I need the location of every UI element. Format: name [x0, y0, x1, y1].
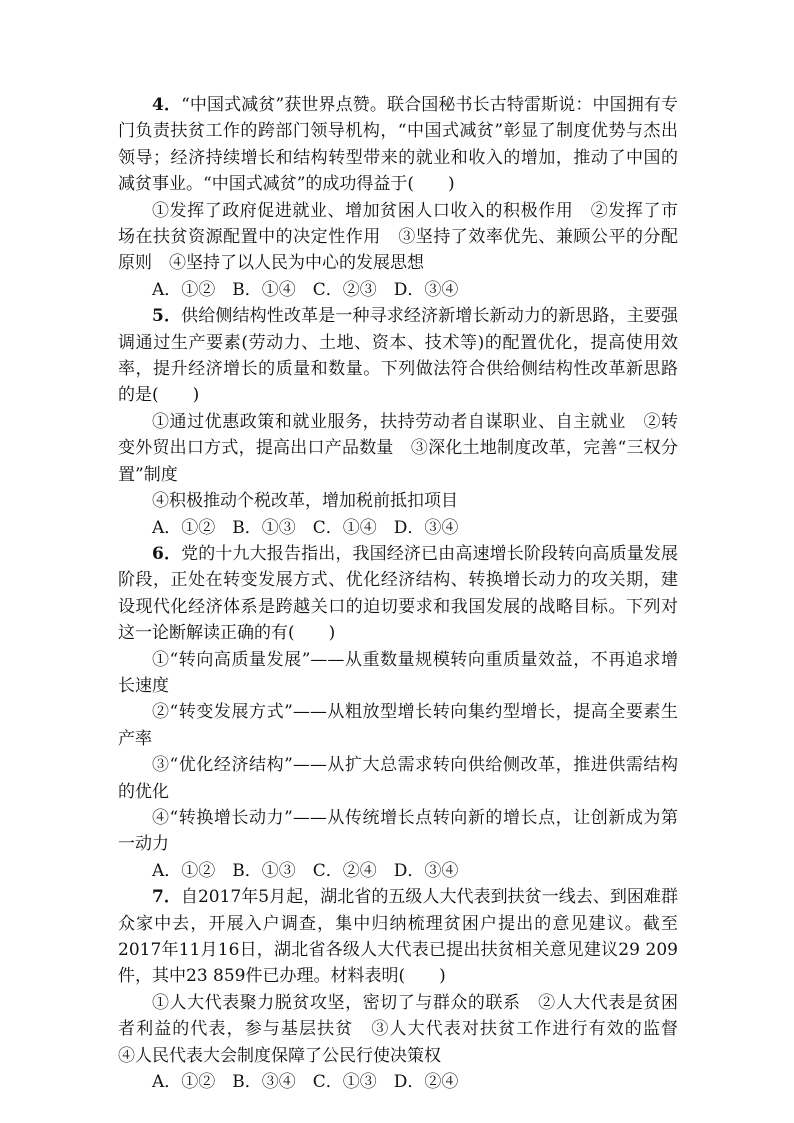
question-4	[118, 92, 678, 303]
answer-options: A．①② B．①③ C．①④ D．③④	[152, 517, 459, 538]
question-6	[118, 541, 678, 884]
question-5	[118, 303, 678, 541]
question-item: ④“转换增长动力”——从传统增长点转向新的增长点，让创新成为第一动力	[118, 807, 678, 855]
question-item: ①发挥了政府促进就业、增加贫困人口收入的积极作用 ②发挥了市场在扶贫资源配置中的决定性作用 ③坚持了效率优先、兼顾公平的分配原则 ④坚持了以人民为中心的发展思想	[118, 200, 678, 274]
answer-options: A．①② B．①③ C．②④ D．③④	[152, 860, 459, 881]
answer-options: A．①② B．①④ C．②③ D．③④	[152, 279, 459, 300]
question-item: ①人大代表聚力脱贫攻坚，密切了与群众的联系 ②人大代表是贫困者利益的代表，参与基层扶贫 ③人大代表对扶贫工作进行有效的监督 ④人民代表大会制度保障了公民行使决策权	[118, 992, 695, 1066]
question-item: ④积极推动个税改革，增加税前抵扣项目	[152, 491, 458, 512]
question-number: 6．	[152, 543, 182, 564]
answer-options: A．①② B．③④ C．①③ D．②④	[152, 1072, 459, 1093]
question-number: 5．	[152, 306, 182, 327]
document-page	[118, 92, 695, 1095]
question-stem: 7．自2017年5月起，湖北省的五级人大代表到扶贫一线去、到困难群众家中去，开展入户调查，集中归纳梳理贫困户提出的意见建议。截至2017年11月16日，湖北省各级人大代表已提出扶贫相关意见建议29 209件，其中23 859件已办理。材料表明( )	[118, 887, 678, 987]
question-stem: 6．党的十九大报告指出，我国经济已由高速增长阶段转向高质量发展阶段，正处在转变发展方式、优化经济结构、转换增长动力的攻关期，建设现代化经济体系是跨越关口的迫切要求和我国发展的战略目标。下列对这一论断解读正确的有( )	[118, 543, 678, 644]
question-7	[118, 884, 695, 1095]
question-item: ①“转向高质量发展”——从重数量规模转向重质量效益，不再追求增长速度	[118, 649, 678, 696]
question-stem: 5．供给侧结构性改革是一种寻求经济新增长新动力的新思路，主要强调通过生产要素(劳动力、土地、资本、技术等)的配置优化，提高使用效率，提升经济增长的质量和数量。下列做法符合供给侧结构性改革新思路的是( )	[118, 306, 678, 406]
question-item: ②“转变发展方式”——从粗放型增长转向集约型增长，提高全要素生产率	[118, 702, 678, 749]
question-stem: 4．“中国式减贫”获世界点赞。联合国秘书长古特雷斯说：中国拥有专门负责扶贫工作的跨部门领导机构，“中国式减贫”彰显了制度优势与杰出领导；经济持续增长和结构转型带来的就业和收入的增加，推动了中国的减贫事业。“中国式减贫”的成功得益于( )	[118, 95, 678, 195]
question-item: ③“优化经济结构”——从扩大总需求转向供给侧改革，推进供需结构的优化	[118, 755, 678, 802]
question-item: ①通过优惠政策和就业服务，扶持劳动者自谋职业、自主就业 ②转变外贸出口方式，提高出口产品数量 ③深化土地制度改革，完善“三权分置”制度	[118, 411, 678, 485]
question-number: 7．	[152, 887, 181, 908]
question-number: 4．	[152, 95, 182, 115]
